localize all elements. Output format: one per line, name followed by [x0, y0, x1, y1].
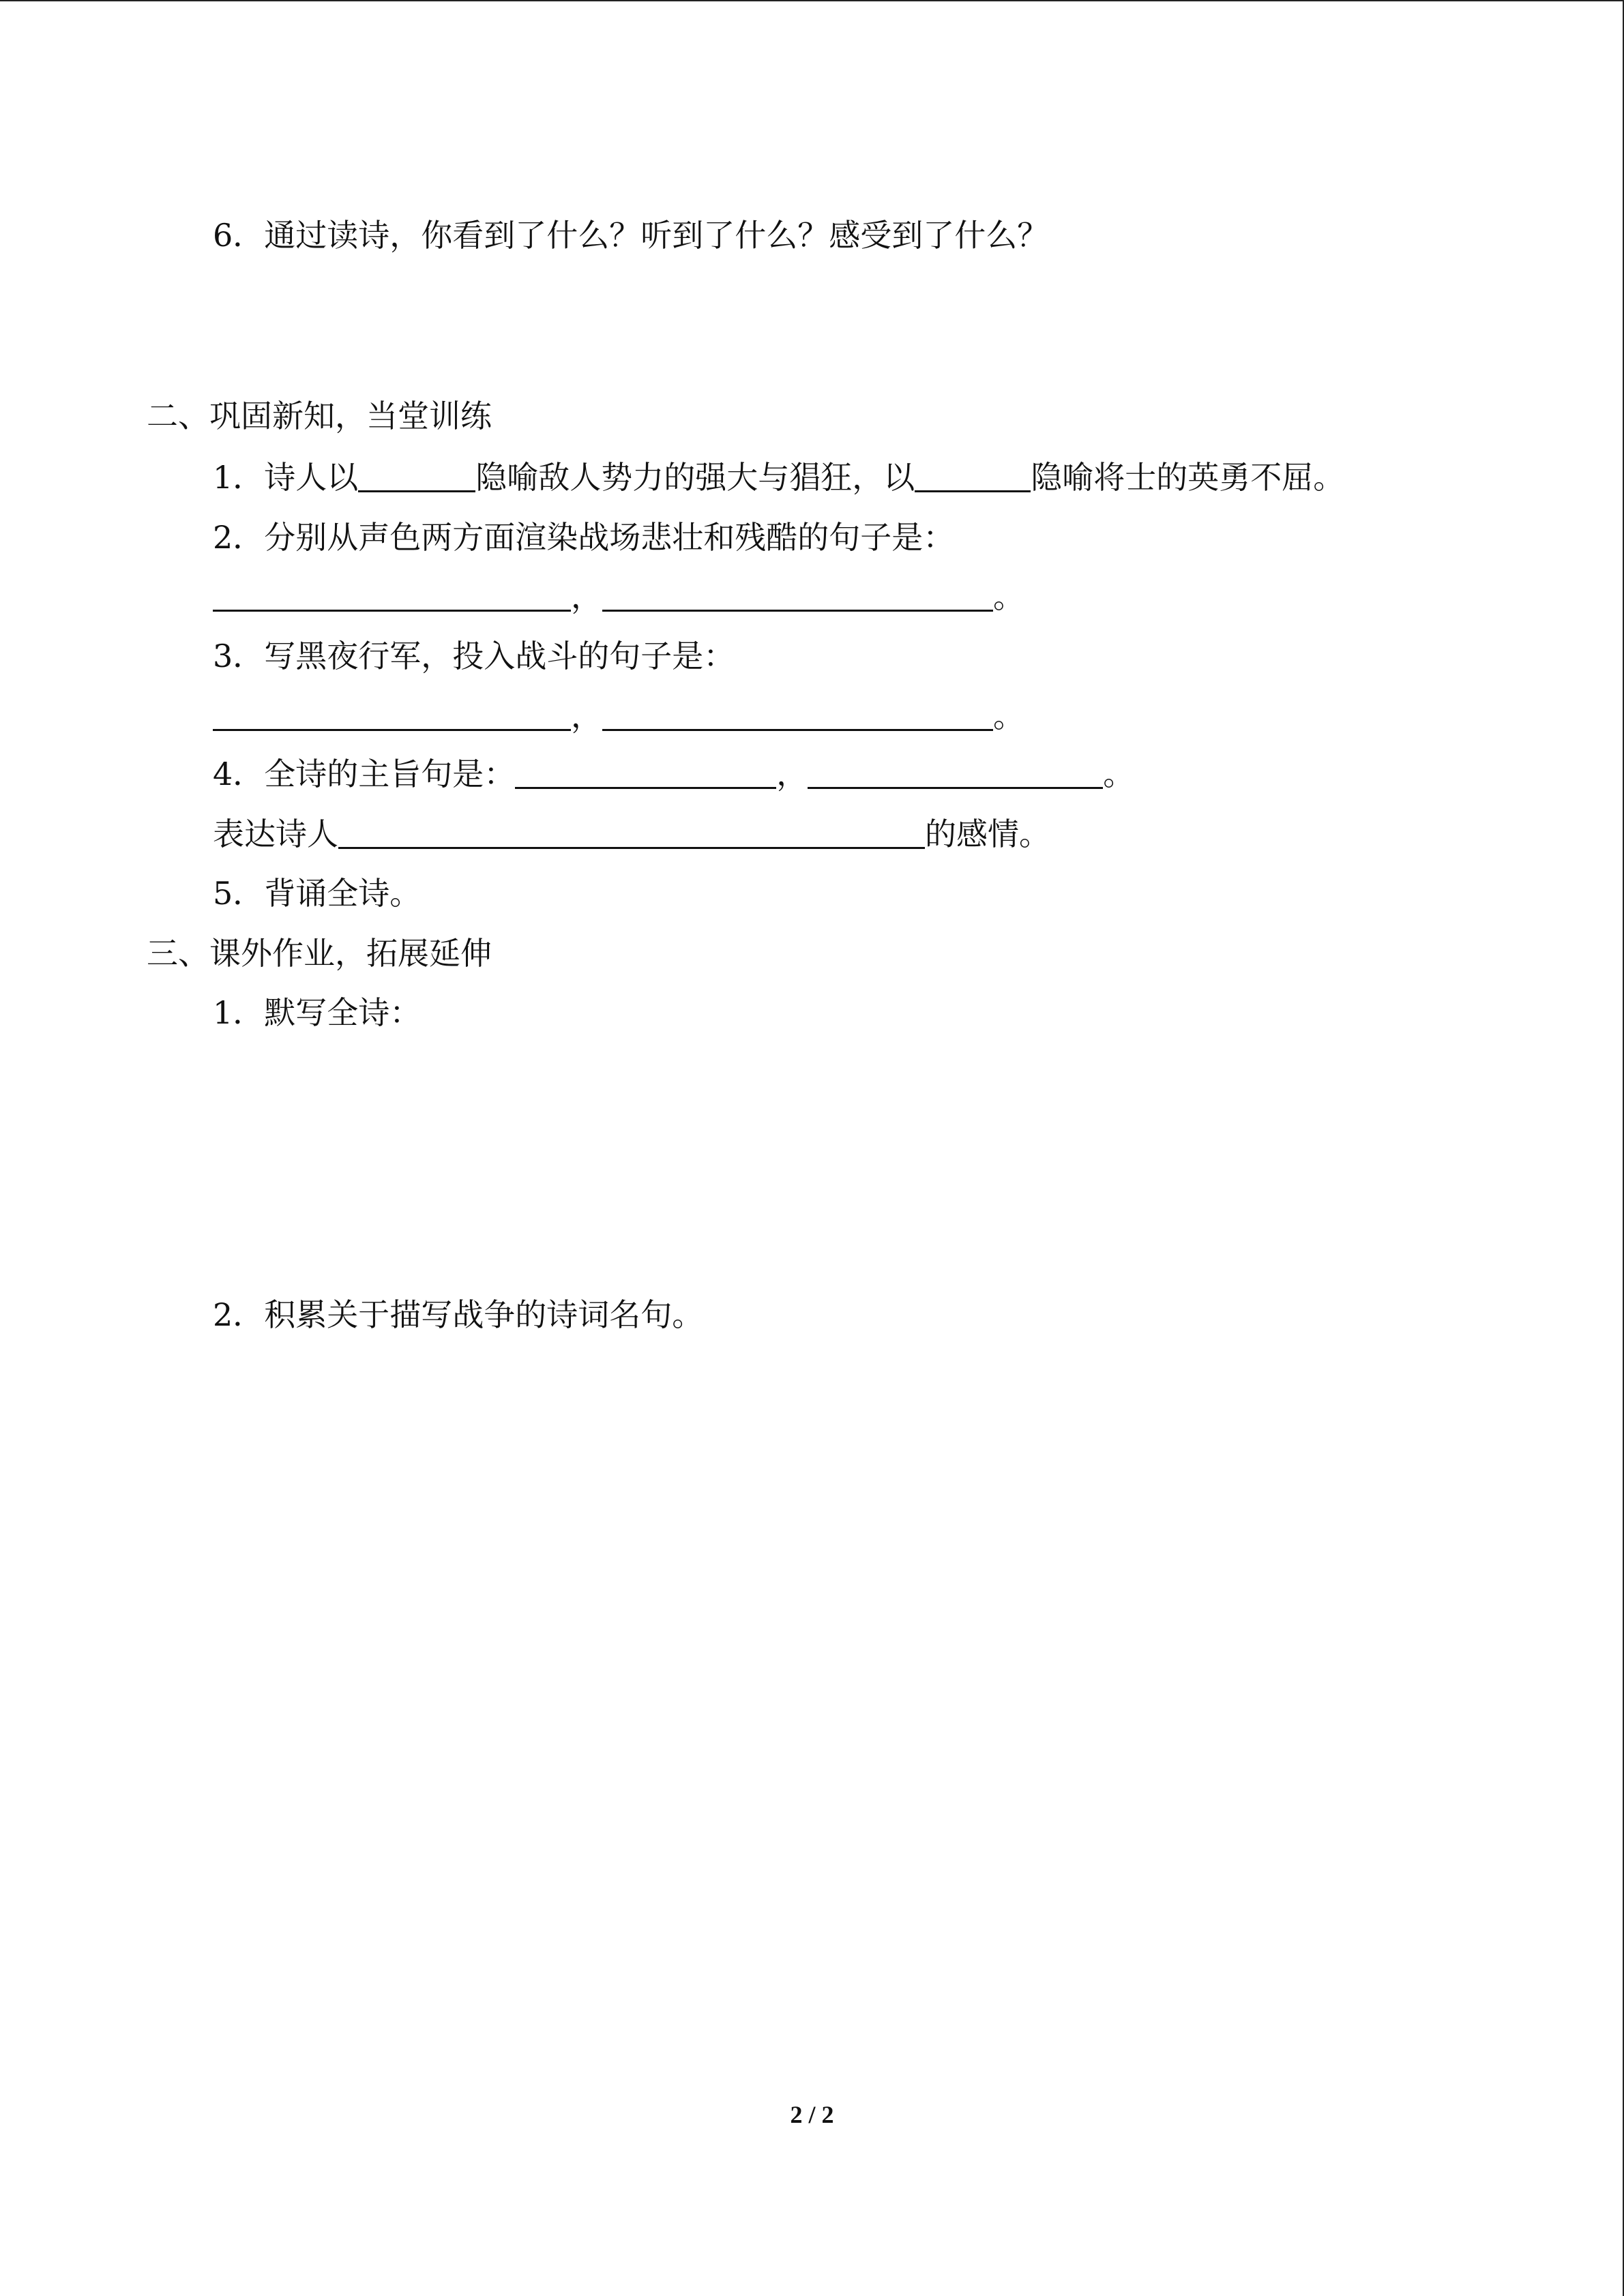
section-3-item-2-text: 2．积累关于描写战争的诗词名句。 — [213, 1296, 704, 1333]
section-3-title: 三、课外作业，拓展延伸 — [147, 935, 492, 972]
item-1-text-a: 1．诗人以 — [213, 459, 359, 496]
item-4-comma: ， — [776, 756, 808, 792]
fill-blank-2b[interactable] — [602, 580, 993, 612]
section-2-item-5 — [213, 873, 421, 914]
fill-blank-4a[interactable] — [515, 757, 776, 789]
fill-blank-3a[interactable] — [213, 699, 571, 731]
section-2-item-3 — [213, 636, 735, 676]
item-3-text: 3．写黑夜行军，投入战斗的句子是： — [213, 638, 735, 674]
section-2-item-4 — [213, 754, 1134, 794]
section-2-item-4-expression — [213, 814, 1050, 854]
item-1-text-c: 隐喻将士的英勇不屈。 — [1031, 459, 1345, 496]
section-2-heading — [147, 396, 492, 436]
item-4-express-a: 表达诗人 — [213, 816, 338, 852]
section-3-heading — [147, 933, 492, 974]
item-2-period: 。 — [993, 578, 1024, 615]
question-6 — [213, 215, 1048, 256]
item-3-comma: ， — [571, 698, 602, 734]
section-2-title: 二、巩固新知，当堂训练 — [147, 398, 492, 434]
section-2-item-2-blanks — [213, 576, 1024, 617]
item-3-period: 。 — [993, 698, 1024, 734]
item-2-comma: ， — [571, 578, 602, 615]
section-2-item-2 — [213, 517, 954, 558]
section-2-item-1 — [213, 457, 1344, 498]
item-4-express-b: 的感情。 — [925, 816, 1050, 852]
section-3-item-1-text: 1．默写全诗： — [213, 994, 422, 1031]
fill-blank-4b[interactable] — [808, 757, 1103, 789]
fill-blank-1a[interactable] — [358, 460, 475, 492]
section-3-item-2 — [213, 1294, 703, 1335]
item-1-text-b: 隐喻敌人势力的强大与猖狂，以 — [475, 459, 915, 496]
item-5-text: 5．背诵全诗。 — [213, 875, 422, 912]
section-2-item-3-blanks — [213, 696, 1024, 736]
page-number: 2 / 2 — [790, 2101, 834, 2128]
fill-blank-4c[interactable] — [338, 817, 925, 849]
fill-blank-3b[interactable] — [602, 699, 993, 731]
fill-blank-1b[interactable] — [915, 460, 1031, 492]
item-2-text: 2．分别从声色两方面渲染战场悲壮和残酷的句子是： — [213, 519, 955, 556]
item-4-text: 4．全诗的主旨句是： — [213, 756, 516, 792]
question-6-text: 6．通过读诗，你看到了什么？听到了什么？感受到了什么？ — [213, 217, 1049, 254]
section-3-item-1 — [213, 992, 421, 1033]
item-4-period: 。 — [1103, 756, 1135, 792]
fill-blank-2a[interactable] — [213, 580, 571, 612]
